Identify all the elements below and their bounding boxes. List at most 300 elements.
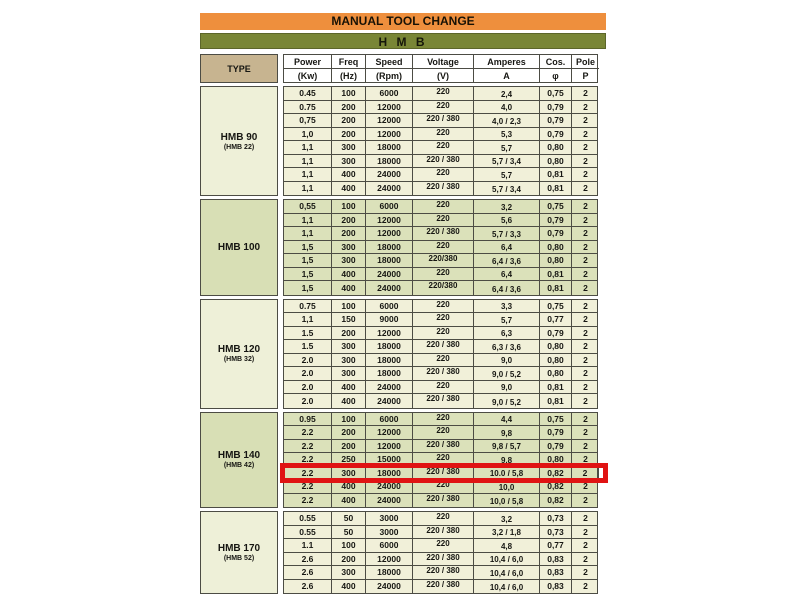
cell-power: 0.95 <box>284 413 332 426</box>
cell-power: 1,5 <box>284 254 332 267</box>
cell-freq: 300 <box>332 241 366 254</box>
cell-voltage: 220 / 380 <box>413 394 474 408</box>
table-row <box>284 268 597 282</box>
type-sublabel: (HMB 22) <box>223 143 255 151</box>
cell-power: 0,55 <box>284 200 332 213</box>
cell-speed: 24000 <box>366 580 413 594</box>
cell-amperes: 9,0 <box>474 354 540 367</box>
table-row <box>284 101 597 115</box>
cell-pole: 2 <box>583 341 588 352</box>
rows-block-hmb-100 <box>283 199 598 296</box>
cell-pole: 2 <box>583 481 588 492</box>
table-row <box>284 200 597 214</box>
cell-freq: 200 <box>332 327 366 340</box>
cell-pole: 2 <box>583 368 588 379</box>
cell-speed: 12000 <box>366 227 413 240</box>
header-freq-line2: (Hz) <box>332 69 366 82</box>
cell-cos: 0,80 <box>540 141 572 154</box>
cell-pole: 2 <box>583 540 588 551</box>
cell-cos: 0,77 <box>540 539 572 552</box>
table-row <box>284 327 597 341</box>
cell-power: 2.0 <box>284 354 332 367</box>
cell-cos: 0,79 <box>540 114 572 127</box>
cell-pole: 2 <box>583 440 588 451</box>
page-title: MANUAL TOOL CHANGE <box>200 13 606 30</box>
cell-power: 1,0 <box>284 128 332 141</box>
cell-speed: 18000 <box>366 254 413 267</box>
cell-freq: 100 <box>332 539 366 552</box>
cell-cos: 0,81 <box>540 268 572 281</box>
cell-speed: 18000 <box>366 354 413 367</box>
cell-power: 1,1 <box>284 313 332 326</box>
cell-power: 1,5 <box>284 281 332 295</box>
cell-voltage: 220 <box>413 426 474 439</box>
cell-amperes: 10,4 / 6,0 <box>474 566 540 579</box>
cell-amperes: 4,0 / 2,3 <box>474 114 540 127</box>
cell-voltage: 220 <box>413 381 474 394</box>
type-label: HMB 90 <box>220 131 258 143</box>
type-label: HMB 140 <box>217 450 261 462</box>
cell-speed: 24000 <box>366 381 413 394</box>
table-row <box>284 512 597 526</box>
cell-cos: 0,81 <box>540 381 572 394</box>
cell-cos: 0,83 <box>540 553 572 566</box>
columns-header-line1 <box>284 55 597 69</box>
cell-freq: 400 <box>332 480 366 493</box>
cell-freq: 300 <box>332 467 366 480</box>
cell-amperes: 9,0 <box>474 381 540 394</box>
cell-freq: 300 <box>332 354 366 367</box>
cell-speed: 12000 <box>366 128 413 141</box>
table-row <box>284 182 597 196</box>
cell-freq: 50 <box>332 526 366 539</box>
cell-cos: 0,82 <box>540 480 572 493</box>
spec-sheet <box>200 13 606 594</box>
cell-amperes: 6,4 / 3,6 <box>474 254 540 267</box>
cell-pole: 2 <box>583 183 588 194</box>
cell-pole: 2 <box>583 395 588 406</box>
cell-cos: 0,82 <box>540 494 572 508</box>
table-row <box>284 340 597 354</box>
cell-pole: 2 <box>583 282 588 293</box>
cell-voltage: 220 <box>413 128 474 141</box>
cell-power: 1,5 <box>284 241 332 254</box>
cell-voltage: 220 <box>413 168 474 181</box>
cell-cos: 0,79 <box>540 440 572 453</box>
table-row <box>284 254 597 268</box>
cell-freq: 400 <box>332 168 366 181</box>
cell-freq: 250 <box>332 453 366 466</box>
cell-speed: 24000 <box>366 182 413 196</box>
cell-pole: 2 <box>583 513 588 524</box>
cell-cos: 0,77 <box>540 313 572 326</box>
cell-freq: 100 <box>332 87 366 100</box>
cell-speed: 12000 <box>366 101 413 114</box>
cell-speed: 9000 <box>366 313 413 326</box>
cell-amperes: 3,2 <box>474 512 540 525</box>
table-row <box>284 426 597 440</box>
type-label: HMB 100 <box>217 241 261 253</box>
cell-voltage: 220 <box>413 313 474 326</box>
cell-voltage: 220 <box>413 101 474 114</box>
cell-voltage: 220/380 <box>413 254 474 267</box>
cell-speed: 24000 <box>366 494 413 508</box>
cell-pole: 2 <box>583 454 588 465</box>
table-row <box>284 367 597 381</box>
cell-power: 2.6 <box>284 580 332 594</box>
header-speed-line2: (Rpm) <box>366 69 413 82</box>
table-row <box>284 394 597 408</box>
cell-speed: 18000 <box>366 367 413 380</box>
cell-amperes: 6,4 <box>474 268 540 281</box>
cell-power: 2.6 <box>284 553 332 566</box>
cell-power: 2.2 <box>284 440 332 453</box>
type-label: HMB 120 <box>217 344 261 355</box>
cell-pole: 2 <box>583 381 588 392</box>
cell-pole: 2 <box>583 300 588 311</box>
columns-header <box>283 54 598 83</box>
cell-pole: 2 <box>583 427 588 438</box>
cell-speed: 18000 <box>366 467 413 480</box>
cell-pole: 2 <box>583 241 588 252</box>
cell-speed: 24000 <box>366 394 413 408</box>
cell-speed: 18000 <box>366 155 413 168</box>
table-body <box>200 86 598 594</box>
cell-pole: 2 <box>583 88 588 99</box>
cell-pole: 2 <box>583 314 588 325</box>
cell-speed: 6000 <box>366 413 413 426</box>
cell-pole: 2 <box>583 327 588 338</box>
cell-amperes: 9,0 / 5,2 <box>474 367 540 380</box>
group-hmb-100 <box>200 199 598 296</box>
cell-amperes: 10,4 / 6,0 <box>474 553 540 566</box>
cell-speed: 12000 <box>366 114 413 127</box>
cell-pole: 2 <box>583 553 588 564</box>
table-row <box>284 453 597 467</box>
cell-power: 0.75 <box>284 300 332 313</box>
cell-pole: 2 <box>583 581 588 592</box>
cell-pole: 2 <box>583 142 588 153</box>
table-row <box>284 440 597 454</box>
cell-freq: 300 <box>332 254 366 267</box>
cell-cos: 0,81 <box>540 394 572 408</box>
cell-speed: 24000 <box>366 480 413 493</box>
table-header <box>200 54 598 83</box>
cell-power: 0.75 <box>284 101 332 114</box>
cell-pole: 2 <box>583 128 588 139</box>
cell-freq: 400 <box>332 281 366 295</box>
cell-speed: 18000 <box>366 241 413 254</box>
cell-cos: 0,79 <box>540 128 572 141</box>
cell-cos: 0,80 <box>540 254 572 267</box>
cell-freq: 50 <box>332 512 366 525</box>
table-row <box>284 526 597 540</box>
type-sublabel: (HMB 42) <box>223 462 255 470</box>
header-power-line1: Power <box>284 55 332 69</box>
cell-power: 1,1 <box>284 141 332 154</box>
table-row <box>284 413 597 427</box>
cell-pole: 2 <box>583 255 588 266</box>
cell-freq: 200 <box>332 440 366 453</box>
cell-pole: 2 <box>583 214 588 225</box>
cell-amperes: 3,2 <box>474 200 540 213</box>
cell-amperes: 10,4 / 6,0 <box>474 580 540 594</box>
type-cell-hmb-140 <box>200 412 278 509</box>
table-row <box>284 87 597 101</box>
cell-power: 1.5 <box>284 340 332 353</box>
cell-amperes: 5,7 <box>474 313 540 326</box>
header-freq-line1: Freq <box>332 55 366 69</box>
cell-pole: 2 <box>583 115 588 126</box>
header-power-line2: (Kw) <box>284 69 332 82</box>
cell-speed: 3000 <box>366 512 413 525</box>
cell-speed: 12000 <box>366 426 413 439</box>
cell-amperes: 5,7 <box>474 141 540 154</box>
cell-freq: 200 <box>332 114 366 127</box>
cell-voltage: 220 / 380 <box>413 580 474 594</box>
cell-power: 0.45 <box>284 87 332 100</box>
header-speed-line1: Speed <box>366 55 413 69</box>
cell-speed: 6000 <box>366 300 413 313</box>
type-cell-hmb-170 <box>200 511 278 594</box>
cell-voltage: 220 / 380 <box>413 566 474 579</box>
cell-power: 0,75 <box>284 114 332 127</box>
cell-voltage: 220 / 380 <box>413 155 474 168</box>
table-row <box>284 227 597 241</box>
cell-pole: 2 <box>583 228 588 239</box>
header-pole-line1: Pole <box>572 55 599 69</box>
cell-voltage: 220 <box>413 480 474 493</box>
cell-freq: 400 <box>332 268 366 281</box>
cell-voltage: 220 <box>413 268 474 281</box>
cell-power: 1,1 <box>284 214 332 227</box>
rows-block-hmb-170 <box>283 511 598 594</box>
cell-power: 2.2 <box>284 426 332 439</box>
type-label: HMB 170 <box>217 543 261 554</box>
cell-freq: 300 <box>332 155 366 168</box>
cell-amperes: 5,7 <box>474 168 540 181</box>
cell-speed: 18000 <box>366 340 413 353</box>
cell-speed: 12000 <box>366 214 413 227</box>
table-row <box>284 313 597 327</box>
cell-cos: 0,75 <box>540 413 572 426</box>
cell-cos: 0,83 <box>540 566 572 579</box>
cell-amperes: 6,4 / 3,6 <box>474 281 540 295</box>
cell-voltage: 220 <box>413 141 474 154</box>
table-row <box>284 241 597 255</box>
cell-amperes: 10,0 <box>474 480 540 493</box>
cell-cos: 0,80 <box>540 155 572 168</box>
cell-power: 2.0 <box>284 367 332 380</box>
cell-power: 1,1 <box>284 168 332 181</box>
cell-pole: 2 <box>583 169 588 180</box>
cell-voltage: 220 <box>413 354 474 367</box>
cell-cos: 0,75 <box>540 87 572 100</box>
cell-cos: 0,80 <box>540 340 572 353</box>
cell-power: 1,5 <box>284 268 332 281</box>
cell-speed: 6000 <box>366 539 413 552</box>
cell-voltage: 220 / 380 <box>413 340 474 353</box>
cell-pole: 2 <box>583 413 588 424</box>
cell-amperes: 5,7 / 3,4 <box>474 182 540 196</box>
cell-freq: 400 <box>332 381 366 394</box>
cell-amperes: 2,4 <box>474 87 540 100</box>
cell-freq: 400 <box>332 182 366 196</box>
cell-amperes: 10,0 / 5,8 <box>474 494 540 508</box>
cell-power: 2.6 <box>284 566 332 579</box>
cell-cos: 0,82 <box>540 467 572 480</box>
table-row <box>284 155 597 169</box>
cell-voltage: 220 <box>413 512 474 525</box>
cell-cos: 0,81 <box>540 168 572 181</box>
cell-amperes: 5,3 <box>474 128 540 141</box>
cell-cos: 0,75 <box>540 300 572 313</box>
cell-freq: 100 <box>332 300 366 313</box>
cell-cos: 0,80 <box>540 354 572 367</box>
rows-block-hmb-120 <box>283 299 598 409</box>
cell-cos: 0,83 <box>540 580 572 594</box>
cell-power: 1.1 <box>284 539 332 552</box>
cell-amperes: 4,8 <box>474 539 540 552</box>
cell-power: 0.55 <box>284 512 332 525</box>
cell-voltage: 220/380 <box>413 281 474 295</box>
cell-cos: 0,79 <box>540 227 572 240</box>
cell-power: 1,1 <box>284 182 332 196</box>
table-row <box>284 553 597 567</box>
cell-voltage: 220 / 380 <box>413 440 474 453</box>
cell-amperes: 6,3 <box>474 327 540 340</box>
cell-freq: 300 <box>332 566 366 579</box>
cell-pole: 2 <box>583 155 588 166</box>
cell-cos: 0,79 <box>540 214 572 227</box>
cell-cos: 0,79 <box>540 327 572 340</box>
type-column-header: TYPE <box>200 54 278 83</box>
cell-cos: 0,81 <box>540 182 572 196</box>
cell-voltage: 220 <box>413 200 474 213</box>
header-cos-line1: Cos. <box>540 55 572 69</box>
rows-block-hmb-140 <box>283 412 598 509</box>
cell-speed: 24000 <box>366 268 413 281</box>
header-voltage-line1: Voltage <box>413 55 474 69</box>
cell-freq: 300 <box>332 367 366 380</box>
cell-freq: 100 <box>332 200 366 213</box>
cell-power: 2.2 <box>284 480 332 493</box>
cell-speed: 15000 <box>366 453 413 466</box>
cell-amperes: 9,8 <box>474 426 540 439</box>
cell-power: 0.55 <box>284 526 332 539</box>
cell-voltage: 220 <box>413 241 474 254</box>
cell-voltage: 220 <box>413 214 474 227</box>
cell-voltage: 220 <box>413 413 474 426</box>
cell-pole: 2 <box>583 268 588 279</box>
cell-speed: 24000 <box>366 281 413 295</box>
cell-freq: 100 <box>332 413 366 426</box>
cell-speed: 24000 <box>366 168 413 181</box>
cell-amperes: 5,6 <box>474 214 540 227</box>
cell-amperes: 5,7 / 3,3 <box>474 227 540 240</box>
group-hmb-140 <box>200 412 598 509</box>
cell-freq: 200 <box>332 128 366 141</box>
header-cos-line2: φ <box>540 69 572 82</box>
cell-pole: 2 <box>572 467 599 480</box>
cell-speed: 18000 <box>366 141 413 154</box>
type-cell-hmb-100 <box>200 199 278 296</box>
cell-speed: 18000 <box>366 566 413 579</box>
cell-voltage: 220 / 380 <box>413 367 474 380</box>
cell-freq: 300 <box>332 141 366 154</box>
type-sublabel: (HMB 32) <box>223 356 255 363</box>
cell-freq: 400 <box>332 494 366 508</box>
table-row <box>284 381 597 395</box>
table-row <box>284 168 597 182</box>
cell-freq: 200 <box>332 214 366 227</box>
table-row <box>284 480 597 494</box>
cell-amperes: 4,4 <box>474 413 540 426</box>
cell-cos: 0,73 <box>540 526 572 539</box>
header-pole-line2: P <box>582 70 589 81</box>
type-sublabel: (HMB 52) <box>223 555 255 562</box>
cell-voltage: 220 <box>413 300 474 313</box>
cell-amperes: 9,8 / 5,7 <box>474 440 540 453</box>
cell-power: 1,1 <box>284 155 332 168</box>
cell-amperes: 3,2 / 1,8 <box>474 526 540 539</box>
cell-speed: 12000 <box>366 327 413 340</box>
cell-pole: 2 <box>583 495 588 506</box>
group-hmb-170 <box>200 511 598 594</box>
cell-speed: 3000 <box>366 526 413 539</box>
cell-cos: 0,75 <box>540 200 572 213</box>
table-row <box>284 566 597 580</box>
table-row <box>284 539 597 553</box>
cell-speed: 6000 <box>366 87 413 100</box>
cell-cos: 0,79 <box>540 101 572 114</box>
cell-amperes: 4,0 <box>474 101 540 114</box>
table-row <box>284 354 597 368</box>
header-amperes-line2: A <box>474 69 540 82</box>
cell-voltage: 220 <box>413 539 474 552</box>
cell-voltage: 220 <box>413 327 474 340</box>
cell-freq: 200 <box>332 553 366 566</box>
header-amperes-line1: Amperes <box>474 55 540 69</box>
cell-freq: 200 <box>332 426 366 439</box>
series-subtitle: H M B <box>200 33 606 49</box>
cell-speed: 6000 <box>366 200 413 213</box>
cell-amperes: 5,7 / 3,4 <box>474 155 540 168</box>
cell-power: 1.5 <box>284 327 332 340</box>
cell-amperes: 6,3 / 3,6 <box>474 340 540 353</box>
cell-voltage: 220 / 380 <box>413 182 474 196</box>
group-hmb-120 <box>200 299 598 409</box>
cell-speed: 12000 <box>366 553 413 566</box>
cell-cos: 0,80 <box>540 241 572 254</box>
cell-power: 2.2 <box>284 467 332 480</box>
cell-power: 1,1 <box>284 227 332 240</box>
cell-cos: 0,79 <box>540 426 572 439</box>
cell-voltage: 220 / 380 <box>413 114 474 127</box>
cell-amperes: 9,0 / 5,2 <box>474 394 540 408</box>
cell-voltage: 220 / 380 <box>413 494 474 508</box>
type-cell-hmb-90 <box>200 86 278 196</box>
header-voltage-line2: (V) <box>413 69 474 82</box>
table-row <box>284 114 597 128</box>
cell-freq: 400 <box>332 580 366 594</box>
cell-freq: 200 <box>332 101 366 114</box>
cell-voltage: 220 <box>413 87 474 100</box>
cell-speed: 12000 <box>366 440 413 453</box>
table-row <box>284 214 597 228</box>
cell-power: 2.0 <box>284 381 332 394</box>
table-row <box>284 281 597 295</box>
